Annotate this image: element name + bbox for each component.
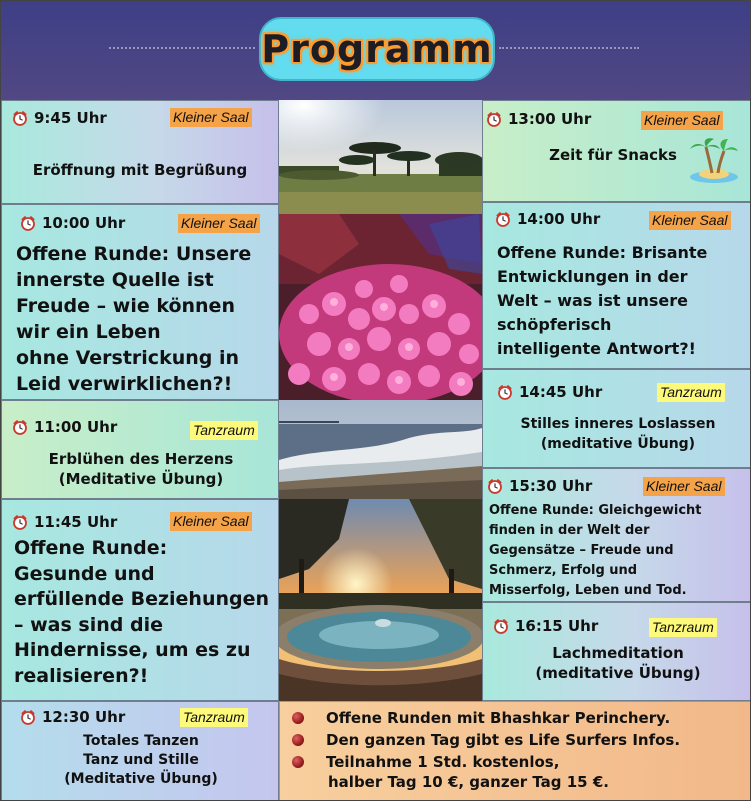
session-title: Offene Runde: Brisante Entwicklungen in der Welt – was ist unsere schöpferisch intelligente Antwort?!	[497, 243, 708, 358]
session-time: 9:45 Uhr	[34, 109, 107, 127]
alarm-clock-icon	[20, 709, 36, 725]
session-title: Eröffnung mit Begrüßung	[32, 161, 248, 179]
session-room: Kleiner Saal	[170, 512, 252, 531]
photo-beach-waves	[279, 400, 482, 499]
bullet-icon	[292, 734, 304, 746]
session-1400	[482, 202, 751, 369]
session-room: Kleiner Saal	[641, 111, 723, 130]
session-time: 14:00 Uhr	[517, 210, 601, 228]
alarm-clock-icon	[12, 110, 28, 126]
session-1530	[482, 468, 751, 602]
session-title: Offene Runde: Gleichgewicht finden in der Welt der Gegensätze – Freude und Schmerz, Erfolg und Misserfolg, Leben und Tod.	[489, 503, 702, 598]
alarm-clock-icon	[486, 111, 502, 127]
session-title: Offene Runde: Gesunde und erfüllende Beziehungen – was sind die Hindernisse, um es zu realisieren?!	[14, 537, 270, 687]
alarm-clock-icon	[487, 478, 503, 494]
session-0945	[1, 100, 279, 204]
session-1445	[482, 369, 751, 468]
alarm-clock-icon	[493, 618, 509, 634]
info-line: Offene Runden mit Bhashkar Perinchery.	[292, 708, 670, 728]
session-room: Tanzraum	[180, 708, 248, 727]
page-title: Programm	[259, 17, 495, 81]
session-room: Kleiner Saal	[649, 211, 731, 230]
header-divider-left	[109, 47, 255, 49]
photo-sunset-fountain	[279, 499, 482, 701]
photo-trees-meadow	[279, 100, 482, 214]
bullet-icon	[292, 756, 304, 768]
header-divider-right	[499, 47, 639, 49]
session-1000	[1, 204, 279, 400]
session-room: Kleiner Saal	[170, 108, 252, 127]
session-title: Zeit für Snacks	[549, 146, 677, 164]
session-room: Tanzraum	[657, 383, 725, 402]
session-title: Lachmeditation (meditative Übung)	[535, 644, 701, 682]
session-time: 11:45 Uhr	[34, 513, 118, 531]
alarm-clock-icon	[20, 215, 36, 231]
session-1615	[482, 602, 751, 701]
session-title: Stilles inneres Loslassen (meditative Übung)	[520, 416, 716, 452]
palm-island-icon	[688, 135, 740, 185]
session-time: 14:45 Uhr	[519, 383, 603, 401]
session-1100	[1, 400, 279, 499]
bullet-icon	[292, 712, 304, 724]
alarm-clock-icon	[495, 211, 511, 227]
info-box	[279, 701, 751, 801]
info-line: Teilnahme 1 Std. kostenlos, halber Tag 10 €, ganzer Tag 15 €.	[292, 752, 609, 792]
session-1145	[1, 499, 279, 701]
session-room: Tanzraum	[190, 421, 258, 440]
session-time: 12:30 Uhr	[42, 708, 126, 726]
session-time: 10:00 Uhr	[42, 214, 126, 232]
session-room: Kleiner Saal	[643, 477, 725, 496]
info-line: Den ganzen Tag gibt es Life Surfers Infos.	[292, 730, 680, 750]
alarm-clock-icon	[12, 419, 28, 435]
session-time: 16:15 Uhr	[515, 617, 599, 635]
session-room: Tanzraum	[649, 618, 717, 637]
session-1300	[482, 100, 751, 202]
session-time: 15:30 Uhr	[509, 477, 593, 495]
photo-azalea-blossoms	[279, 214, 482, 400]
session-time: 13:00 Uhr	[508, 110, 592, 128]
alarm-clock-icon	[497, 384, 513, 400]
session-title: Totales Tanzen Tanz und Stille (Meditative Übung)	[64, 733, 218, 787]
session-time: 11:00 Uhr	[34, 418, 118, 436]
alarm-clock-icon	[12, 514, 28, 530]
session-title: Offene Runde: Unsere innerste Quelle ist Freude – wie können wir ein Leben ohne Verstrickung in Leid verwirklichen?!	[16, 243, 252, 395]
session-1230	[1, 701, 279, 801]
session-room: Kleiner Saal	[178, 214, 260, 233]
session-title: Erblühen des Herzens (Meditative Übung)	[48, 450, 234, 488]
